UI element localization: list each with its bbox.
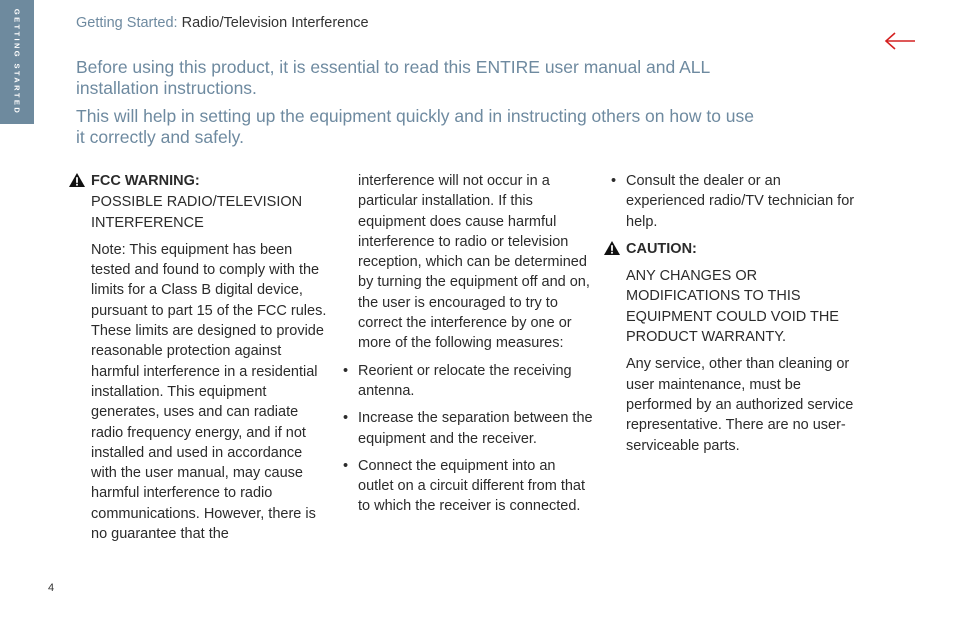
fcc-note: Note: This equipment has been tested and found to comply with the limits for a Class B digital device, pursuant to part 15 of the FCC rules. These limits are designed to provide reasonable protection against harmful interference in a residential installation. This equipment generates, uses and can radiate radio frequency energy, and if not installed and used in accordance with the user manual, may cause harmful interference to radio communications. However, there is no guarantee that the [91, 241, 327, 543]
breadcrumb [76, 15, 369, 31]
column-caution [626, 171, 862, 463]
intro-text [76, 57, 756, 155]
breadcrumb-section: Getting Started: [76, 15, 178, 31]
page-number: 4 [48, 582, 55, 594]
measures-list-continued [626, 171, 862, 232]
fcc-note-continued: interference will not occur in a particular installation. If this equipment does cause harmful interference to radio or television reception, which can be determined by turning the equipment off and on, the user is encouraged to try to correct the interference by one or more of the following measures: [358, 173, 590, 352]
warning-triangle-icon [603, 240, 621, 256]
list-item: • Reorient or relocate the receiving antenna. [358, 361, 594, 402]
caution-service-text: Any service, other than cleaning or user maintenance, must be performed by an authorized service representative. There are no user-serviceable parts. [626, 356, 854, 454]
warning-triangle-icon [68, 172, 86, 188]
list-item: • Connect the equipment into an outlet on a circuit different from that to which the receiver is connected. [358, 456, 594, 517]
left-arrow-icon[interactable] [883, 28, 917, 54]
measures-list [358, 361, 594, 517]
fcc-warning-heading [91, 171, 331, 191]
column-fcc-warning [91, 171, 331, 551]
caution-label: CAUTION: [626, 240, 697, 257]
section-side-tab-label: GETTING STARTED [12, 8, 22, 116]
breadcrumb-page: Radio/Television Interference [181, 15, 369, 31]
fcc-subheading: POSSIBLE RADIO/TELEVISION INTERFERENCE [91, 194, 303, 231]
caution-warranty-text: ANY CHANGES OR MODIFICATIONS TO THIS EQUIPMENT COULD VOID THE PRODUCT WARRANTY. [626, 268, 839, 346]
column-fcc-measures [358, 171, 594, 524]
list-item: • Consult the dealer or an experienced radio/TV technician for help. [626, 171, 862, 232]
intro-paragraph-manual: Before using this product, it is essential to read this ENTIRE user manual and ALL installation instructions. [76, 57, 710, 98]
caution-heading [626, 239, 862, 259]
list-item: • Increase the separation between the equipment and the receiver. [358, 408, 594, 449]
fcc-warning-label: FCC WARNING: [91, 173, 200, 189]
intro-paragraph-setup: This will help in setting up the equipment quickly and in instructing others on how to use it correctly and safely. [76, 106, 755, 147]
section-side-tab [0, 0, 34, 124]
